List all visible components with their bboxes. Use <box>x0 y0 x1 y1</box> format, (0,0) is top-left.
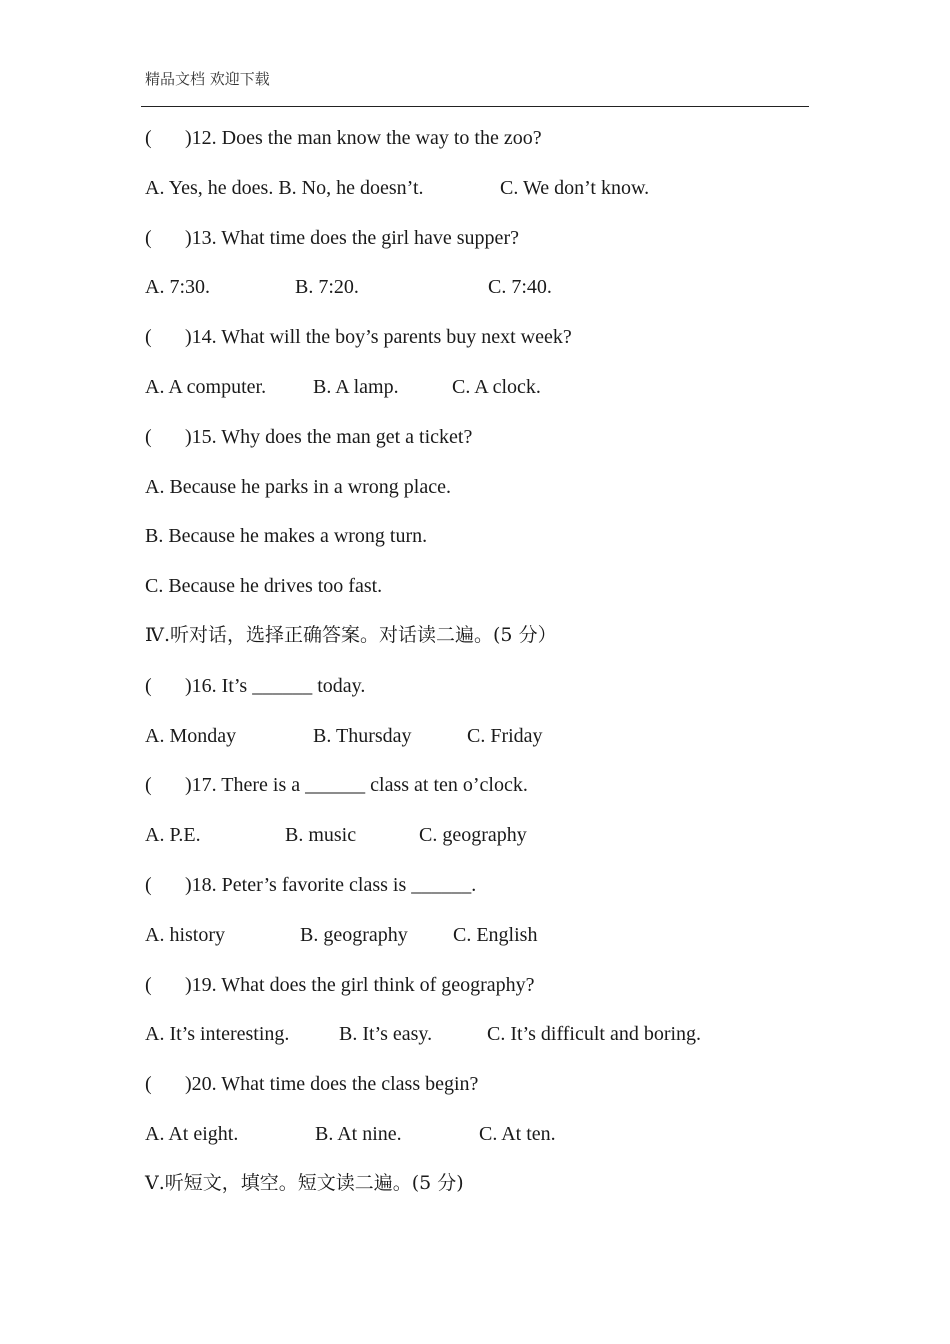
question-line <box>145 228 519 248</box>
question-text: )17. There is a ______ class at ten o’clock. <box>185 774 528 797</box>
options-line <box>145 925 805 947</box>
option-choice: C. It’s difficult and boring. <box>487 1023 702 1046</box>
option-text: B. Because he makes a wrong turn. <box>145 525 428 548</box>
question-text: )14. What will the boy’s parents buy next week? <box>185 326 572 349</box>
section-heading: Ⅳ.听对话，选择正确答案。对话读二遍。(5 分） <box>145 624 557 646</box>
answer-blank: ( <box>145 425 152 448</box>
question-text: )20. What time does the class begin? <box>185 1073 479 1096</box>
question-line <box>145 676 365 696</box>
answer-blank: ( <box>145 226 152 249</box>
answer-blank: ( <box>145 1073 152 1096</box>
option-choice: B. music <box>285 824 357 847</box>
options-line <box>145 277 805 299</box>
option-choice: B. geography <box>300 923 408 946</box>
options-line <box>145 1024 805 1046</box>
answer-blank: ( <box>145 973 152 996</box>
option-choice: A. P.E. <box>145 824 201 847</box>
question-line <box>145 427 472 447</box>
question-text: )13. What time does the girl have supper? <box>185 226 519 249</box>
page-header: 精品文档 欢迎下载 <box>145 70 270 88</box>
option-choice: C. At ten. <box>479 1123 556 1145</box>
question-text: )16. It’s ______ today. <box>185 674 366 697</box>
answer-blank: ( <box>145 774 152 797</box>
option-choice: A. 7:30. <box>145 276 210 299</box>
answer-blank: ( <box>145 874 152 896</box>
option-choice: B. It’s easy. <box>339 1023 433 1046</box>
question-text: )12. Does the man know the way to the zoo? <box>185 127 542 149</box>
question-line <box>145 128 542 148</box>
option-choice: C. geography <box>419 824 527 847</box>
question-line <box>145 975 535 995</box>
options-line <box>145 825 805 847</box>
option-text: C. Because he drives too fast. <box>145 575 383 598</box>
option-choice: C. A clock. <box>452 376 541 398</box>
question-text: )19. What does the girl think of geography? <box>185 973 535 996</box>
option-choice: B. At nine. <box>315 1123 402 1145</box>
question-line <box>145 775 528 795</box>
answer-blank: ( <box>145 326 152 349</box>
header-rule <box>141 106 809 107</box>
option-choice: C. 7:40. <box>488 276 552 299</box>
option-choice: A. At eight. <box>145 1123 239 1145</box>
options-line <box>145 1124 805 1146</box>
option-choice: B. A lamp. <box>313 376 399 398</box>
section-heading: Ⅴ.听短文，填空。短文读二遍。(5 分) <box>145 1171 464 1194</box>
question-text: )18. Peter’s favorite class is ______. <box>185 874 477 896</box>
question-line <box>145 327 572 347</box>
option-choice: C. Friday <box>467 724 543 747</box>
option-choice: A. Yes, he does. B. No, he doesn’t. <box>145 176 424 199</box>
option-choice: B. 7:20. <box>295 276 359 299</box>
option-choice: A. history <box>145 923 225 946</box>
answer-blank: ( <box>145 674 152 697</box>
question-line <box>145 875 476 895</box>
option-choice: A. It’s interesting. <box>145 1023 290 1046</box>
option-choice: C. We don’t know. <box>500 176 650 199</box>
answer-blank: ( <box>145 127 152 149</box>
options-line <box>145 726 805 748</box>
option-text: A. Because he parks in a wrong place. <box>145 475 451 498</box>
question-text: )15. Why does the man get a ticket? <box>185 425 473 448</box>
options-line <box>145 178 805 200</box>
option-choice: A. A computer. <box>145 376 267 398</box>
question-line <box>145 1074 478 1094</box>
option-choice: B. Thursday <box>313 724 412 747</box>
option-choice: C. English <box>453 923 538 946</box>
option-choice: A. Monday <box>145 724 237 747</box>
options-line <box>145 377 805 399</box>
